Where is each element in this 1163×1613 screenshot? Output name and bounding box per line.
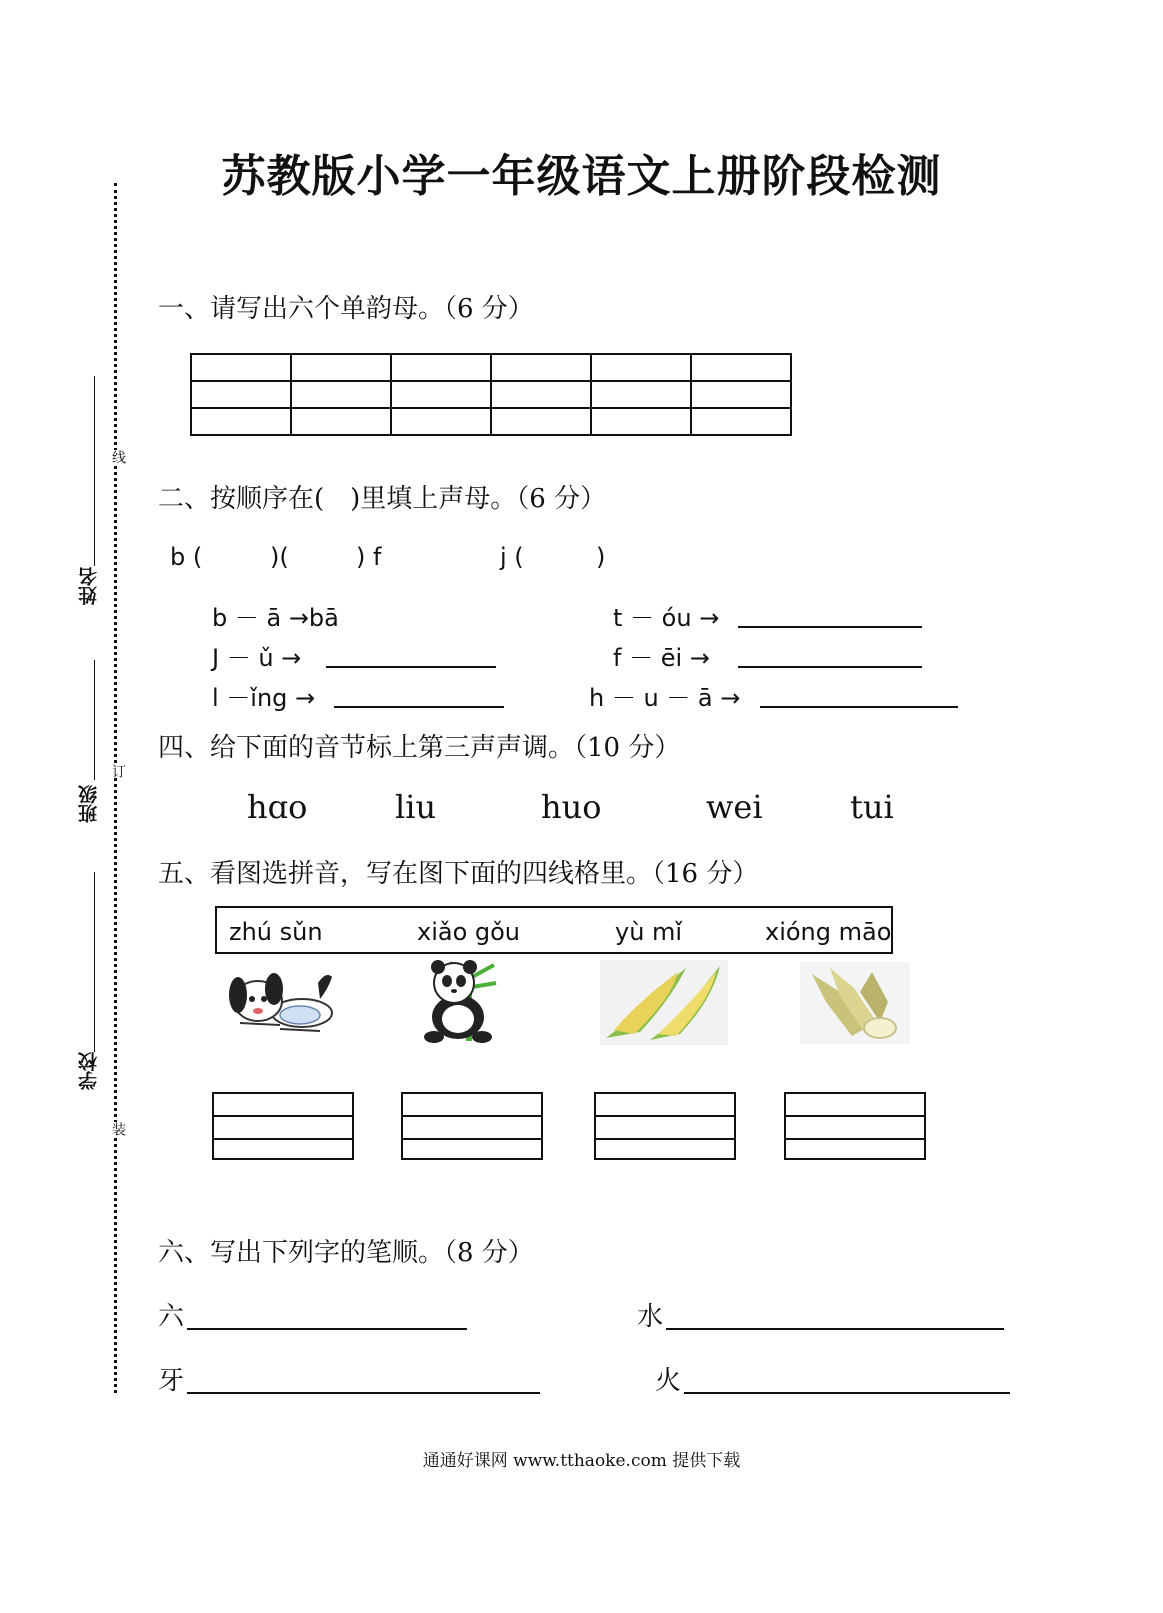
seq-part-2: )( <box>270 543 289 571</box>
seq-part-1: b ( <box>170 543 203 571</box>
spell-answer-line-6[interactable] <box>760 680 958 708</box>
spell-answer-line-2[interactable] <box>738 600 922 628</box>
syllable-1[interactable]: hɑo <box>247 788 308 826</box>
stroke-order-line-1[interactable] <box>187 1302 467 1330</box>
page-title: 苏教版小学一年级语文上册阶段检测 <box>221 151 942 202</box>
syllable-3[interactable]: huo <box>541 788 602 826</box>
spell-item-4: f － ēi → <box>613 644 710 672</box>
pinyin-option-3[interactable]: yù mǐ <box>615 918 683 946</box>
fourline-grid-1[interactable] <box>212 1092 354 1160</box>
spell-item-6: h － u － ā → <box>589 684 741 712</box>
seq-part-5: ) <box>596 543 606 571</box>
class-label: 班级 <box>78 785 100 823</box>
bamboo-shoot-icon <box>800 962 910 1044</box>
pinyin-option-4[interactable]: xióng māo <box>765 918 892 946</box>
stroke-order-line-2[interactable] <box>666 1302 1004 1330</box>
spell-answer-line-4[interactable] <box>738 640 922 668</box>
school-fill-line <box>94 872 95 1052</box>
syllable-4[interactable]: wei <box>706 788 763 826</box>
binding-mark-zhuang: 装 <box>110 1122 126 1136</box>
spell-item-5: l －ǐng → <box>212 684 316 712</box>
fourline-grid-3[interactable] <box>594 1092 736 1160</box>
seq-part-4: j ( <box>500 543 524 571</box>
puppy-icon <box>220 965 335 1037</box>
stroke-char-1: 六 <box>158 1302 185 1332</box>
spell-answer-line-5[interactable] <box>334 680 504 708</box>
fourline-grid-2[interactable] <box>401 1092 543 1160</box>
panda-icon <box>416 957 506 1045</box>
section6-heading: 六、写出下列字的笔顺。（8 分） <box>158 1238 534 1268</box>
stroke-order-line-4[interactable] <box>684 1366 1010 1394</box>
pinyin-option-2[interactable]: xiǎo gǒu <box>417 918 521 946</box>
footer-credit: 通通好课网 www.tthaoke.com 提供下载 <box>422 1451 741 1471</box>
spell-item-2: t － óu → <box>613 604 720 632</box>
name-label: 姓名 <box>78 567 100 605</box>
fourline-grid-4[interactable] <box>784 1092 926 1160</box>
stroke-char-2: 水 <box>637 1302 664 1332</box>
section2-heading: 二、按顺序在( )里填上声母。（6 分） <box>158 484 607 514</box>
syllable-5[interactable]: tui <box>850 788 894 826</box>
stroke-char-3: 牙 <box>158 1366 185 1396</box>
name-fill-line <box>94 376 95 566</box>
seq-part-3: ) f <box>356 543 382 571</box>
corn-icon <box>600 960 728 1045</box>
syllable-2[interactable]: liu <box>395 788 437 826</box>
binding-mark-line: 线 <box>110 450 126 464</box>
class-fill-line <box>94 660 95 780</box>
spell-answer-line-3[interactable] <box>326 640 496 668</box>
stroke-order-line-3[interactable] <box>187 1366 540 1394</box>
binding-mark-ding: 订 <box>110 764 126 778</box>
spell-item-3: J － ǔ → <box>212 644 302 672</box>
stroke-char-4: 火 <box>655 1366 682 1396</box>
section1-heading: 一、请写出六个单韵母。（6 分） <box>158 294 534 324</box>
spell-item-1: b － ā →bā <box>212 604 339 632</box>
section4-heading: 四、给下面的音节标上第三声声调。（10 分） <box>158 733 681 763</box>
pinyin-option-1[interactable]: zhú sǔn <box>229 918 323 946</box>
school-label: 学校 <box>78 1052 100 1090</box>
binding-dotted-line <box>114 183 117 1393</box>
section5-heading: 五、看图选拼音，写在图下面的四线格里。（16 分） <box>158 859 759 889</box>
vowel-answer-grid[interactable] <box>190 353 792 436</box>
